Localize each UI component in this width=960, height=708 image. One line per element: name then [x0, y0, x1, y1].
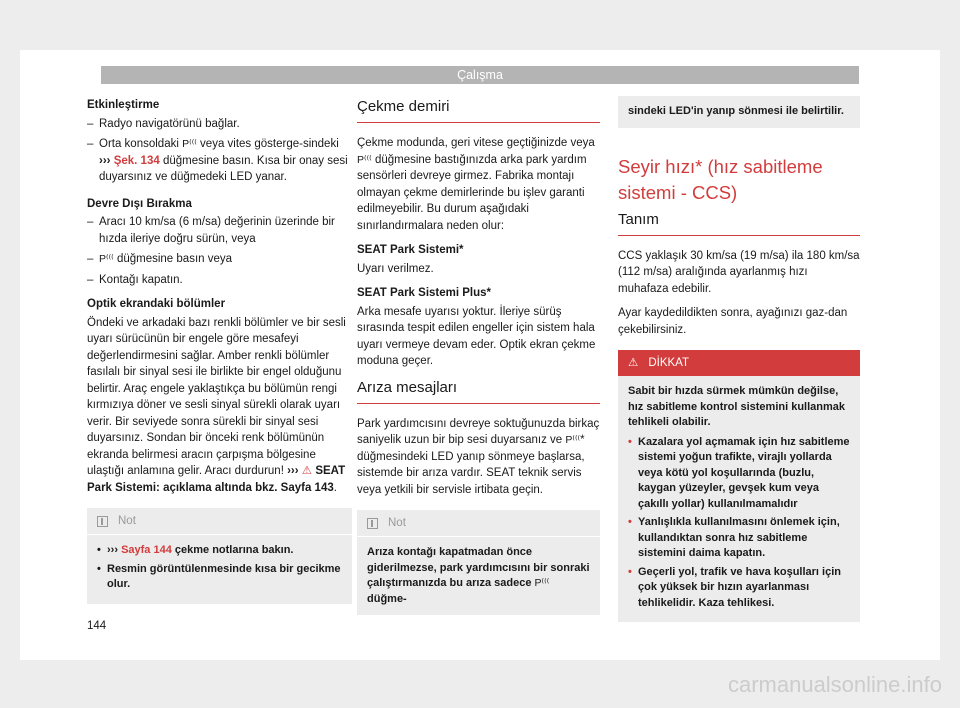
- column-1: [87, 97, 352, 604]
- warning-icon: ⚠: [628, 357, 639, 369]
- devre-disi-heading: Devre Dışı Bırakma: [87, 197, 192, 210]
- park-plus-text: Arka mesafe uyarısı yoktur. İleriye sürüş sırasında tespit edilen engeller için sistem hala uyarı vermeye devam eder. Optik ekran çekme moduna geçer.: [357, 305, 596, 367]
- warning-intro: Sabit bir hızda sürmek mümkün değilse, hız sabitleme kontrol sistemini kullanmak tehlikeli olabilir.: [628, 385, 846, 428]
- figure-link[interactable]: Şek. 134: [113, 154, 160, 167]
- note-icon: [367, 518, 378, 529]
- warning-item-1: • Kazalara yol açmamak için hız sabitleme sistemi yoğun trafikte, virajlı yollarda veya kötü yol koşullarında (buzlu, kaygan yüzeyler, gevşek kum veya çakıllı yollar) kullanılmamalıdır: [628, 435, 850, 513]
- chapter-title: Seyir hızı* (hız sabitleme sistemi - CCS): [618, 155, 823, 203]
- note-item-1: • ››› Sayfa 144 çekme notlarına bakın.: [97, 543, 342, 559]
- cekme-paragraph: Çekme modunda, geri vitese geçtiğinizde veya P⁽⁽⁽ düğmesine bastığınızda arka park yardım sensörleri devreye girmez. Fabrika montajı olmayan çekme demirlerinde bu işlev garanti edilmeyebilir. Bu durum aşağıdaki sınırlandırmalara neden olur:: [357, 137, 595, 232]
- tanim-heading: Tanım: [618, 210, 860, 236]
- cekme-demiri-heading: Çekme demiri: [357, 97, 600, 123]
- note-item-2: • Resmin görüntülenmesinde kısa bir gecikme olur.: [97, 562, 342, 593]
- devre-step-1: – Aracı 10 km/sa (6 m/sa) değerinin üzerinde bir hızda ileriye doğru sürün, veya: [87, 214, 352, 247]
- warning-item-3: • Geçerli yol, trafik ve hava koşulları için çok yüksek bir hızın ayarlanması tehlikelidir. Kaza tehlikesi.: [628, 565, 850, 612]
- etkin-step-2: – Orta konsoldaki P⁽⁽⁽ veya vites gösterge-sindeki ››› Şek. 134 düğmesine basın. Kısa bir onay sesi duyarsınız ve düğmedeki LED yanar.: [87, 136, 352, 186]
- ccs-paragraph-1: CCS yaklaşık 30 km/sa (19 m/sa) ila 180 km/sa (112 m/sa) aralığında ayarlanmış hızı muhafaza edebilir.: [618, 249, 860, 295]
- park-plus-heading: SEAT Park Sistemi Plus*: [357, 287, 492, 299]
- optik-paragraph: Öndeki ve arkadaki bazı renkli bölümler ve bir sesli uyarı sürücünün bir engele göre mesafeyi değerlendirmesini sağlar. Amber renkli bölümler fasılalı bir sinyal sesi ile birlikte bir engel olduğunu belirtir. Araç engele yaklaştıkça bu bölümün rengi kırmızıya döner ve sesli sinyal sürekli olarak uyarı verir. Bir seviyede sonra sürekli bir sinyal sesi duyarsınız. Sondan bir önceki renk bölümünün ekranda belirmesi aracın çarpışma bölgesine ulaştığı anlamına gelir. Aracı durdurun! ››› ⚠ SEAT Park Sistemi: açıklama altında bkz. Sayfa 143.: [87, 316, 346, 494]
- park-system-link[interactable]: SEAT Park Sistemi: açıklama altında bkz. Sayfa 143: [87, 465, 346, 494]
- pdc-button-icon: P⁽⁽⁽: [182, 138, 197, 150]
- optik-heading: Optik ekrandaki bölümler: [87, 298, 226, 310]
- pdc-button-icon: P⁽⁽⁽: [534, 577, 550, 589]
- note-title: Not: [388, 517, 406, 529]
- watermark: carmanualsonline.info: [727, 672, 942, 697]
- note-text: Arıza kontağı kapatmadan önce giderilmezse, park yardımcısını bir sonraki çalıştırmanızda bu arıza sadece P⁽⁽⁽ düğme-: [367, 546, 590, 605]
- ariza-paragraph: Park yardımcısını devreye soktuğunuzda birkaç saniyelik uzun bir bip sesi duyarsanız ve P⁽⁽⁽* düğmesindeki LED yanıp sönmeye başlarsa, sistemde bir arıza vardır. SEAT teknik servis veya yetkili bir servisle irtibata geçin.: [357, 417, 600, 496]
- etkinlestirme-heading: Etkinleştirme: [87, 99, 160, 111]
- column-2: [357, 97, 600, 615]
- page-link[interactable]: Sayfa 144: [121, 544, 172, 556]
- note-box-2: [357, 510, 600, 615]
- etkin-step-1: – Radyo navigatörünü bağlar.: [87, 116, 352, 133]
- section-header: Çalışma: [101, 66, 859, 84]
- warning-item-2: • Yanlışlıkla kullanılmasını önlemek için, kullandıktan sonra hız sabitleme sistemini daima kapatın.: [628, 515, 850, 562]
- pdc-button-icon: P⁽⁽⁽: [99, 253, 114, 265]
- note-continuation: sindeki LED'in yanıp sönmesi ile belirtilir.: [618, 96, 860, 128]
- warning-title: DİKKAT: [648, 357, 689, 369]
- park-system-heading: SEAT Park Sistemi*: [357, 244, 464, 256]
- note-title: Not: [118, 515, 136, 527]
- pdc-button-icon: P⁽⁽⁽: [565, 434, 581, 446]
- devre-step-3: – Kontağı kapatın.: [87, 272, 352, 289]
- park-system-text: Uyarı verilmez.: [357, 262, 434, 275]
- ccs-paragraph-2: Ayar kaydedildikten sonra, ayağınızı gaz-dan çekebilirsiniz.: [618, 307, 848, 336]
- page-number: 144: [87, 620, 107, 632]
- note-icon: [97, 516, 108, 527]
- warning-icon: ⚠: [301, 465, 313, 477]
- ariza-heading: Arıza mesajları: [357, 378, 600, 404]
- warning-box: [618, 350, 860, 622]
- devre-step-2: – P⁽⁽⁽ düğmesine basın veya: [87, 251, 352, 268]
- note-box-1: [87, 508, 352, 604]
- column-3: [618, 97, 860, 622]
- pdc-button-icon: P⁽⁽⁽: [357, 153, 372, 166]
